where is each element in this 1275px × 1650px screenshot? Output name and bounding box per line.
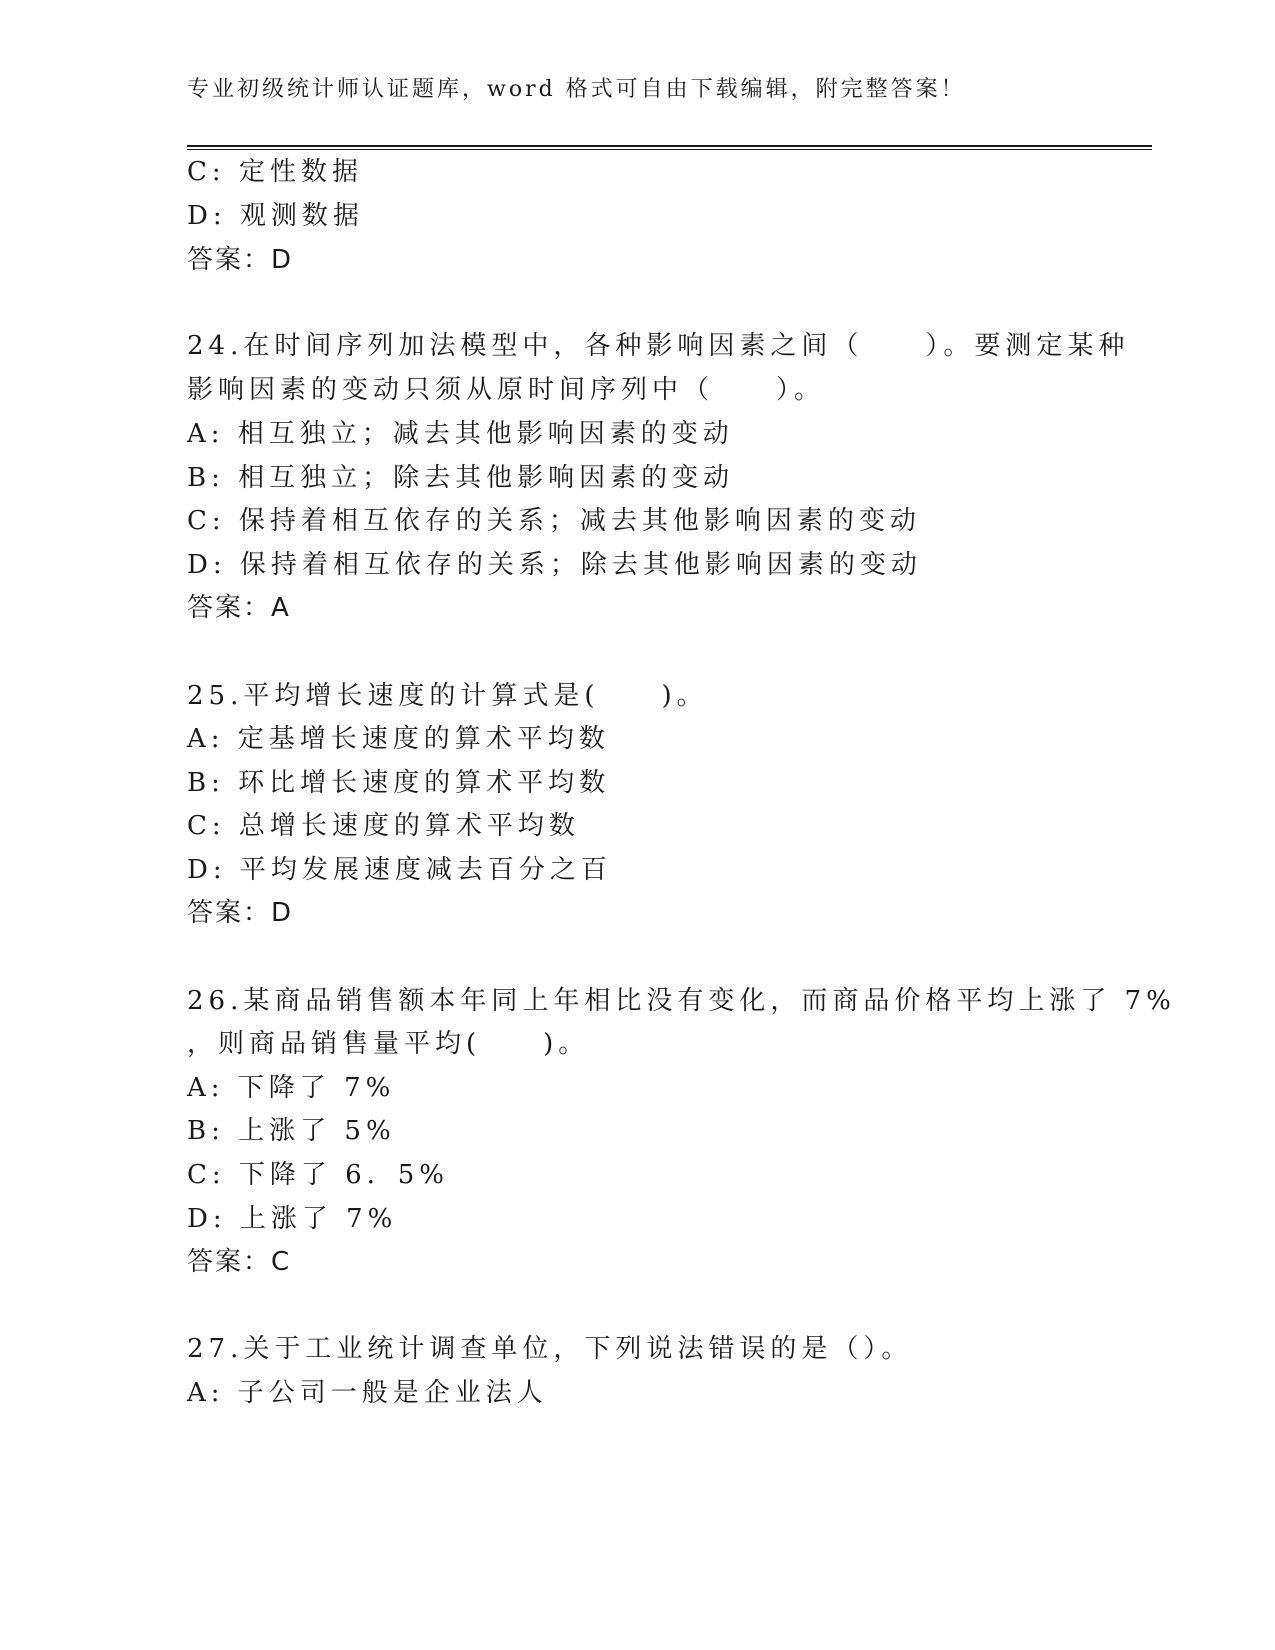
option-c: C: 保持着相互依存的关系；减去其他影响因素的变动: [187, 506, 921, 536]
answer: 答案：C: [187, 1247, 292, 1277]
option-c: C: 定性数据: [187, 157, 363, 187]
option-d: D: 保持着相互依存的关系；除去其他影响因素的变动: [187, 550, 922, 580]
option-c: C: 总增长速度的算术平均数: [187, 811, 580, 841]
answer: 答案：A: [187, 593, 291, 623]
option-c: C: 下降了 6．5%: [187, 1160, 449, 1190]
option-d: D: 平均发展速度减去百分之百: [187, 855, 612, 885]
question-27: 27.关于工业统计调查单位，下列说法错误的是（）。: [187, 1334, 913, 1364]
option-b: B: 环比增长速度的算术平均数: [187, 768, 611, 798]
option-a: A: 定基增长速度的算术平均数: [187, 724, 610, 754]
option-d: D: 观测数据: [187, 201, 364, 231]
option-d: D: 上涨了 7%: [187, 1204, 398, 1234]
question-24-line-2: 影响因素的变动只须从原时间序列中（ ）。: [187, 375, 826, 405]
page-header: 专业初级统计师认证题库，word 格式可自由下载编辑，附完整答案！: [187, 77, 966, 102]
question-24-line-1: 24.在时间序列加法模型中，各种影响因素之间（ ）。要测定某种: [187, 331, 1130, 361]
header-divider: [187, 145, 1152, 150]
question-26-line-1: 26.某商品销售额本年同上年相比没有变化，而商品价格平均上涨了 7%: [187, 986, 1176, 1016]
option-a: A: 相互独立；减去其他影响因素的变动: [187, 419, 734, 449]
answer: 答案：D: [187, 245, 294, 275]
option-b: B: 上涨了 5%: [187, 1116, 396, 1146]
option-a: A: 下降了 7%: [187, 1073, 396, 1103]
question-26-line-2: ，则商品销售量平均( )。: [187, 1029, 590, 1059]
answer: 答案：D: [187, 898, 294, 928]
option-a: A: 子公司一般是企业法人: [187, 1378, 548, 1408]
question-25: 25.平均增长速度的计算式是( )。: [187, 681, 708, 711]
option-b: B: 相互独立；除去其他影响因素的变动: [187, 463, 735, 493]
